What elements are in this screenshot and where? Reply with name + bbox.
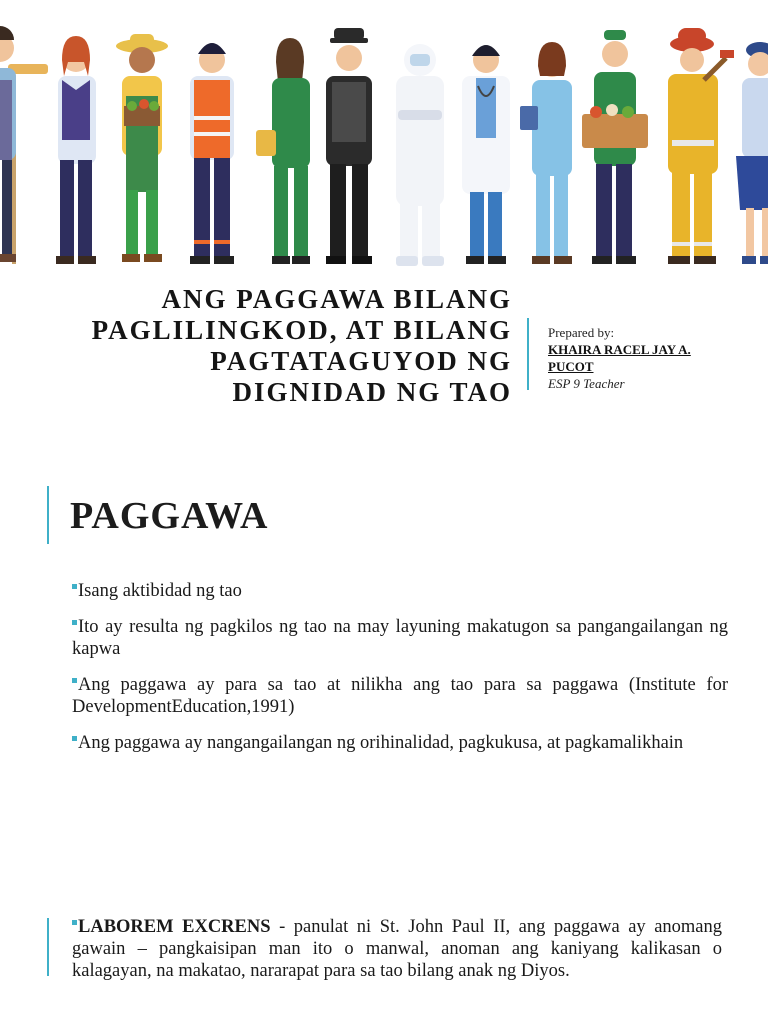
laborem-term: LABOREM EXCRENS <box>78 917 271 937</box>
bullet-text: Ito ay resulta ng pagkilos ng tao na may layuning makatugon sa pangangailangan ng kapwa <box>72 617 728 659</box>
title-line: PAGTATAGUYOD NG <box>210 346 512 376</box>
laborem-definition <box>72 916 722 982</box>
author-role: ESP 9 Teacher <box>548 376 625 391</box>
worker-hazmat <box>396 44 444 266</box>
worker-office <box>56 36 96 264</box>
author-name-line2: PUCOT <box>548 359 594 374</box>
worker-farmer <box>116 34 168 262</box>
bullet-item <box>72 674 728 718</box>
bullet-text: Ang paggawa ay nangangailangan ng orihinalidad, pagkukusa, at pagkamalikhain <box>78 733 684 753</box>
bullet-item <box>72 616 728 660</box>
accent-divider <box>47 918 49 976</box>
bullet-square-icon <box>72 584 77 589</box>
bullet-item <box>72 580 728 602</box>
presentation-title <box>20 284 512 408</box>
title-line: PAGLILINGKOD, AT BILANG <box>91 315 512 345</box>
bullet-square-icon <box>72 736 77 741</box>
laborem-text: - panulat ni St. John Paul II, ang paggawa ay anomang gawain – pangkaisipan man ito o manwal, anoman ang kaniyang kalikasan o kalagayan, na makatao, nararapat para sa tao bilang anak ng Diyos. <box>72 917 723 981</box>
bullet-square-icon <box>72 920 77 925</box>
worker-doctor <box>462 45 510 264</box>
author-name-line1: KHAIRA RACEL JAY A. <box>548 342 691 357</box>
accent-divider <box>527 318 529 390</box>
author-credits <box>548 324 691 392</box>
content-slide <box>0 468 768 1024</box>
bullet-text: Isang aktibidad ng tao <box>78 581 242 601</box>
bullet-square-icon <box>72 620 77 625</box>
worker-stewardess <box>736 42 768 264</box>
bullet-item <box>72 732 728 754</box>
worker-firefighter <box>668 28 734 264</box>
bullet-list <box>72 580 728 768</box>
worker-green-uniform <box>256 38 310 264</box>
title-slide <box>0 0 768 440</box>
slide-heading: PAGGAWA <box>70 495 269 537</box>
title-line: DIGNIDAD NG TAO <box>232 377 512 407</box>
worker-police <box>326 28 372 264</box>
prepared-by-label: Prepared by: <box>548 325 615 340</box>
title-line: ANG PAGGAWA BILANG <box>161 284 512 314</box>
worker-construction <box>190 43 234 264</box>
bullet-square-icon <box>72 678 77 683</box>
worker-cleaner <box>0 26 48 264</box>
group-of-workers-illustration <box>0 20 768 270</box>
worker-delivery <box>582 30 648 264</box>
accent-divider <box>47 486 49 544</box>
bullet-text: Ang paggawa ay para sa tao at nilikha ang tao para sa paggawa (Institute for DevelopmentEducation,1991) <box>72 675 728 717</box>
worker-nurse <box>520 42 572 264</box>
